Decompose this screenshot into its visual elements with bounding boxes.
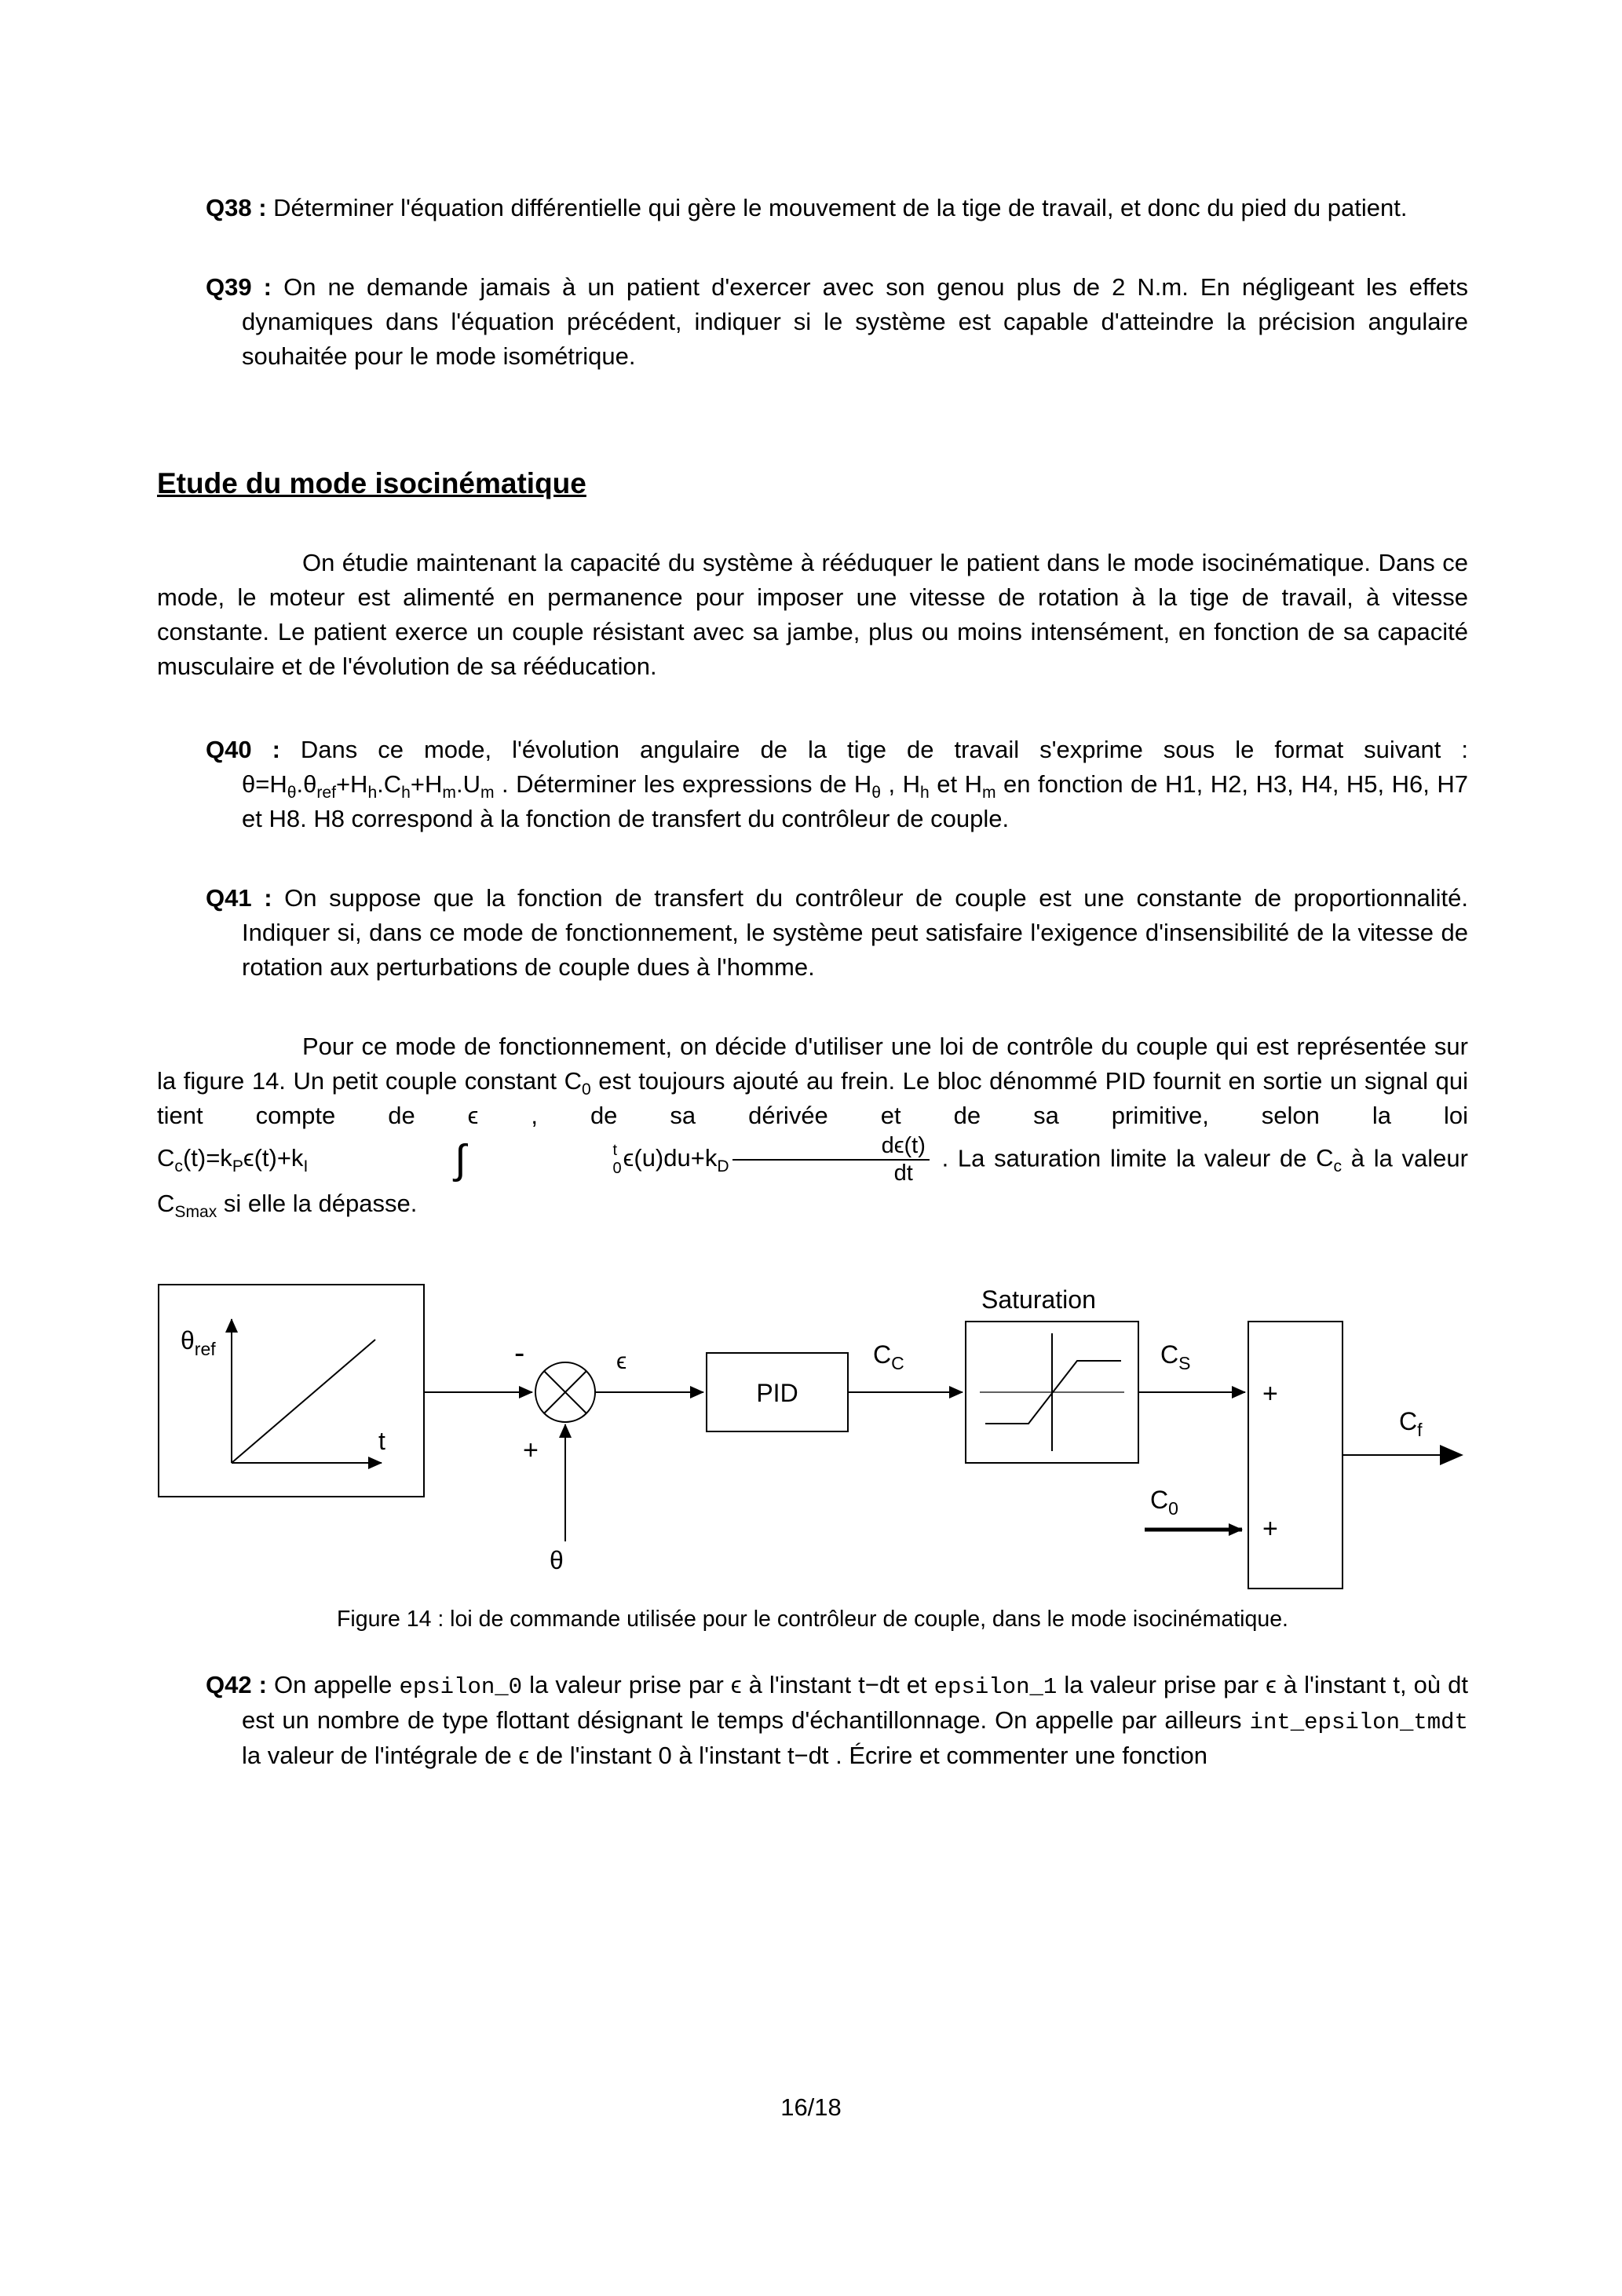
formula-cc: $C_c$ xyxy=(1316,1144,1343,1176)
question-q38-text: Déterminer l'équation différentielle qui gère le mouvement de la tige de travail, et donc du pied du patient. xyxy=(273,194,1408,221)
question-q38 xyxy=(206,191,1468,225)
epsilon-symbol: ϵ xyxy=(518,1742,530,1770)
label-theta-feedback: θ xyxy=(550,1545,564,1574)
figure-14 xyxy=(157,1270,1468,1602)
epsilon-symbol: ϵ xyxy=(1266,1670,1277,1698)
paragraph-intro: On étudie maintenant la capacité du système à rééduquer le patient dans le mode isocinématique. Dans ce mode, le moteur est alimenté en permanence pour imposer une vitesse de rotation à la tige de travail, à vitesse constante. Le patient exerce un couple résistant avec sa jambe, plus ou moins intensément, en fonction de sa capacité musculaire et de l'évolution de sa rééducation. xyxy=(157,548,1468,680)
figure-caption: Figure 14 : loi de commande utilisée pour le contrôleur de couple, dans le mode isocinématique. xyxy=(337,1606,1288,1632)
question-q40-text-2: . Déterminer les expressions de xyxy=(494,770,854,798)
epsilon-symbol: ϵ xyxy=(467,1101,479,1129)
adder-block xyxy=(1248,1322,1343,1589)
formula-h-m: $H_m$ xyxy=(964,770,996,802)
math-dt: dt xyxy=(1448,1670,1468,1698)
para2-text-4: . La saturation limite la valeur de xyxy=(932,1144,1317,1172)
label-saturation: Saturation xyxy=(981,1285,1096,1314)
para2-text-1: Pour ce mode de fonctionnement, on décide d'utiliser une loi de contrôle du couple qui est représentée sur la figure 14. Un petit couple constant xyxy=(157,1032,1468,1095)
question-q39-text: On ne demande jamais à un patient d'exercer avec son genou plus de 2 N.m. En négligeant les effets dynamiques dans l'équation précédent, indiquer si le système est capable d'atteindre la précision angulaire souhaitée pour le mode isométrique. xyxy=(242,273,1468,371)
question-q42: Q42 : On appelle epsilon_0 la valeur prise par ϵ à l'instant t−dt et epsilon_1 la valeur prise par ϵ à l'instant t, où dt est un nombre de type flottant désignant le temps d'échantillonnage. On appelle par ailleurs int_epsilon_tmdt la valeur de l'intégrale de ϵ de l'instant 0 à l'instant t−dt . Écrire et commenter une fonction xyxy=(206,1670,1468,1770)
page-number: 16/18 xyxy=(780,2093,842,2121)
question-q39-label: Q39 : xyxy=(206,273,272,302)
label-plus-input1: + xyxy=(1262,1378,1278,1409)
question-q40-label: Q40 : xyxy=(206,735,280,763)
math-t: t xyxy=(1393,1670,1400,1698)
paragraph-control-law xyxy=(157,1029,1468,1222)
label-minus-sign: - xyxy=(514,1335,525,1370)
ramp-input-box xyxy=(159,1285,424,1497)
fraction-derivative: $\frac{d\epsilon(t)}{dt}$ xyxy=(732,1133,930,1187)
question-q41 xyxy=(206,881,1468,985)
formula-pid-law: $C_c(t)=k_P\epsilon(t)+k_I$ ∫ t 0 $\epsilon(u)du+k_D$ $\frac{d\epsilon(t)}{dt}$ xyxy=(157,1144,933,1172)
ramp-line xyxy=(232,1340,375,1463)
epsilon-symbol: ϵ xyxy=(730,1670,742,1698)
integral-symbol: ∫ t 0 xyxy=(455,1137,622,1183)
question-q40: Q40 : Dans ce mode, l'évolution angulaire de la tige de travail s'exprime sous le format suivant : $\theta=H_\theta.\theta_{ref}+H_h.C_h+H_m.U_m$ . Déterminer les expressions de $H_\theta$ , $H_h$ et $H_m$ en fonction de H1, H2, H3, H4, H5, H6, H7 et H8. H8 correspond à la fonction de transfert du contrôleur de couple. xyxy=(206,735,1468,832)
figure-14-diagram xyxy=(157,1270,1468,1592)
label-epsilon: ϵ xyxy=(616,1347,627,1374)
math-t-minus-dt: t−dt xyxy=(858,1670,900,1698)
formula-h-theta: $H_\theta$ xyxy=(853,770,882,802)
para2-text-6: si elle la dépasse. xyxy=(217,1190,418,1218)
para2-text-3: , de sa dérivée et de sa primitive, selon la loi xyxy=(478,1101,1468,1129)
label-pid: PID xyxy=(756,1378,798,1407)
code-epsilon-1: epsilon_1 xyxy=(933,1673,1058,1700)
label-t-axis: t xyxy=(378,1426,385,1455)
label-cc: $C_C$ xyxy=(873,1340,904,1373)
code-epsilon-0: epsilon_0 xyxy=(399,1673,523,1700)
question-q42-text-1: On appelle xyxy=(274,1670,400,1698)
math-t-minus-dt: t−dt xyxy=(787,1742,829,1770)
question-q42-label: Q42 : xyxy=(206,1670,267,1698)
question-q41-text: On suppose que la fonction de transfert du contrôleur de couple est une constante de proportionnalité. Indiquer si, dans ce mode de fonctionnement, le système peut satisfaire l'exigence d'insensibilité de la vitesse de rotation aux perturbations de couple dues à l'homme. xyxy=(242,883,1468,981)
code-int-epsilon-tmdt: int_epsilon_tmdt xyxy=(1249,1709,1468,1736)
formula-theta-expression: $\theta=H_\theta.\theta_{ref}+H_h.C_h+H_m.U_m$ xyxy=(242,770,495,802)
section-heading: Etude du mode isocinématique xyxy=(157,467,586,500)
label-plus-feedback: + xyxy=(523,1435,539,1465)
para2-text-5: à la valeur xyxy=(1342,1144,1468,1172)
question-q39 xyxy=(206,270,1468,374)
label-c0: $C_0$ xyxy=(1150,1485,1178,1519)
question-q38-label: Q38 : xyxy=(206,194,267,221)
label-cs: $C_S$ xyxy=(1160,1340,1191,1373)
label-theta-ref: $\theta_{ref}$ xyxy=(181,1325,216,1359)
formula-c0: $C_0$ xyxy=(564,1066,591,1099)
question-q40-text-3: en fonction de H1, H2, H3, H4, H5, H6, H7 et H8. H8 correspond à la fonction de transfert du contrôleur de couple. xyxy=(242,770,1468,832)
para2-text-2: est toujours ajouté au frein. Le bloc dénommé PID fournit en sortie un signal qui tient compte de xyxy=(157,1066,1468,1129)
formula-csmax: $C_{Smax}$ xyxy=(157,1190,217,1222)
formula-h-h: $H_h$ xyxy=(902,770,930,802)
question-q41-label: Q41 : xyxy=(206,883,272,912)
label-cf: $C_f$ xyxy=(1399,1406,1423,1440)
label-plus-input2: + xyxy=(1262,1513,1278,1544)
question-q40-text-1: Dans ce mode, l'évolution angulaire de la tige de travail s'exprime sous le format suivant : xyxy=(300,735,1468,763)
